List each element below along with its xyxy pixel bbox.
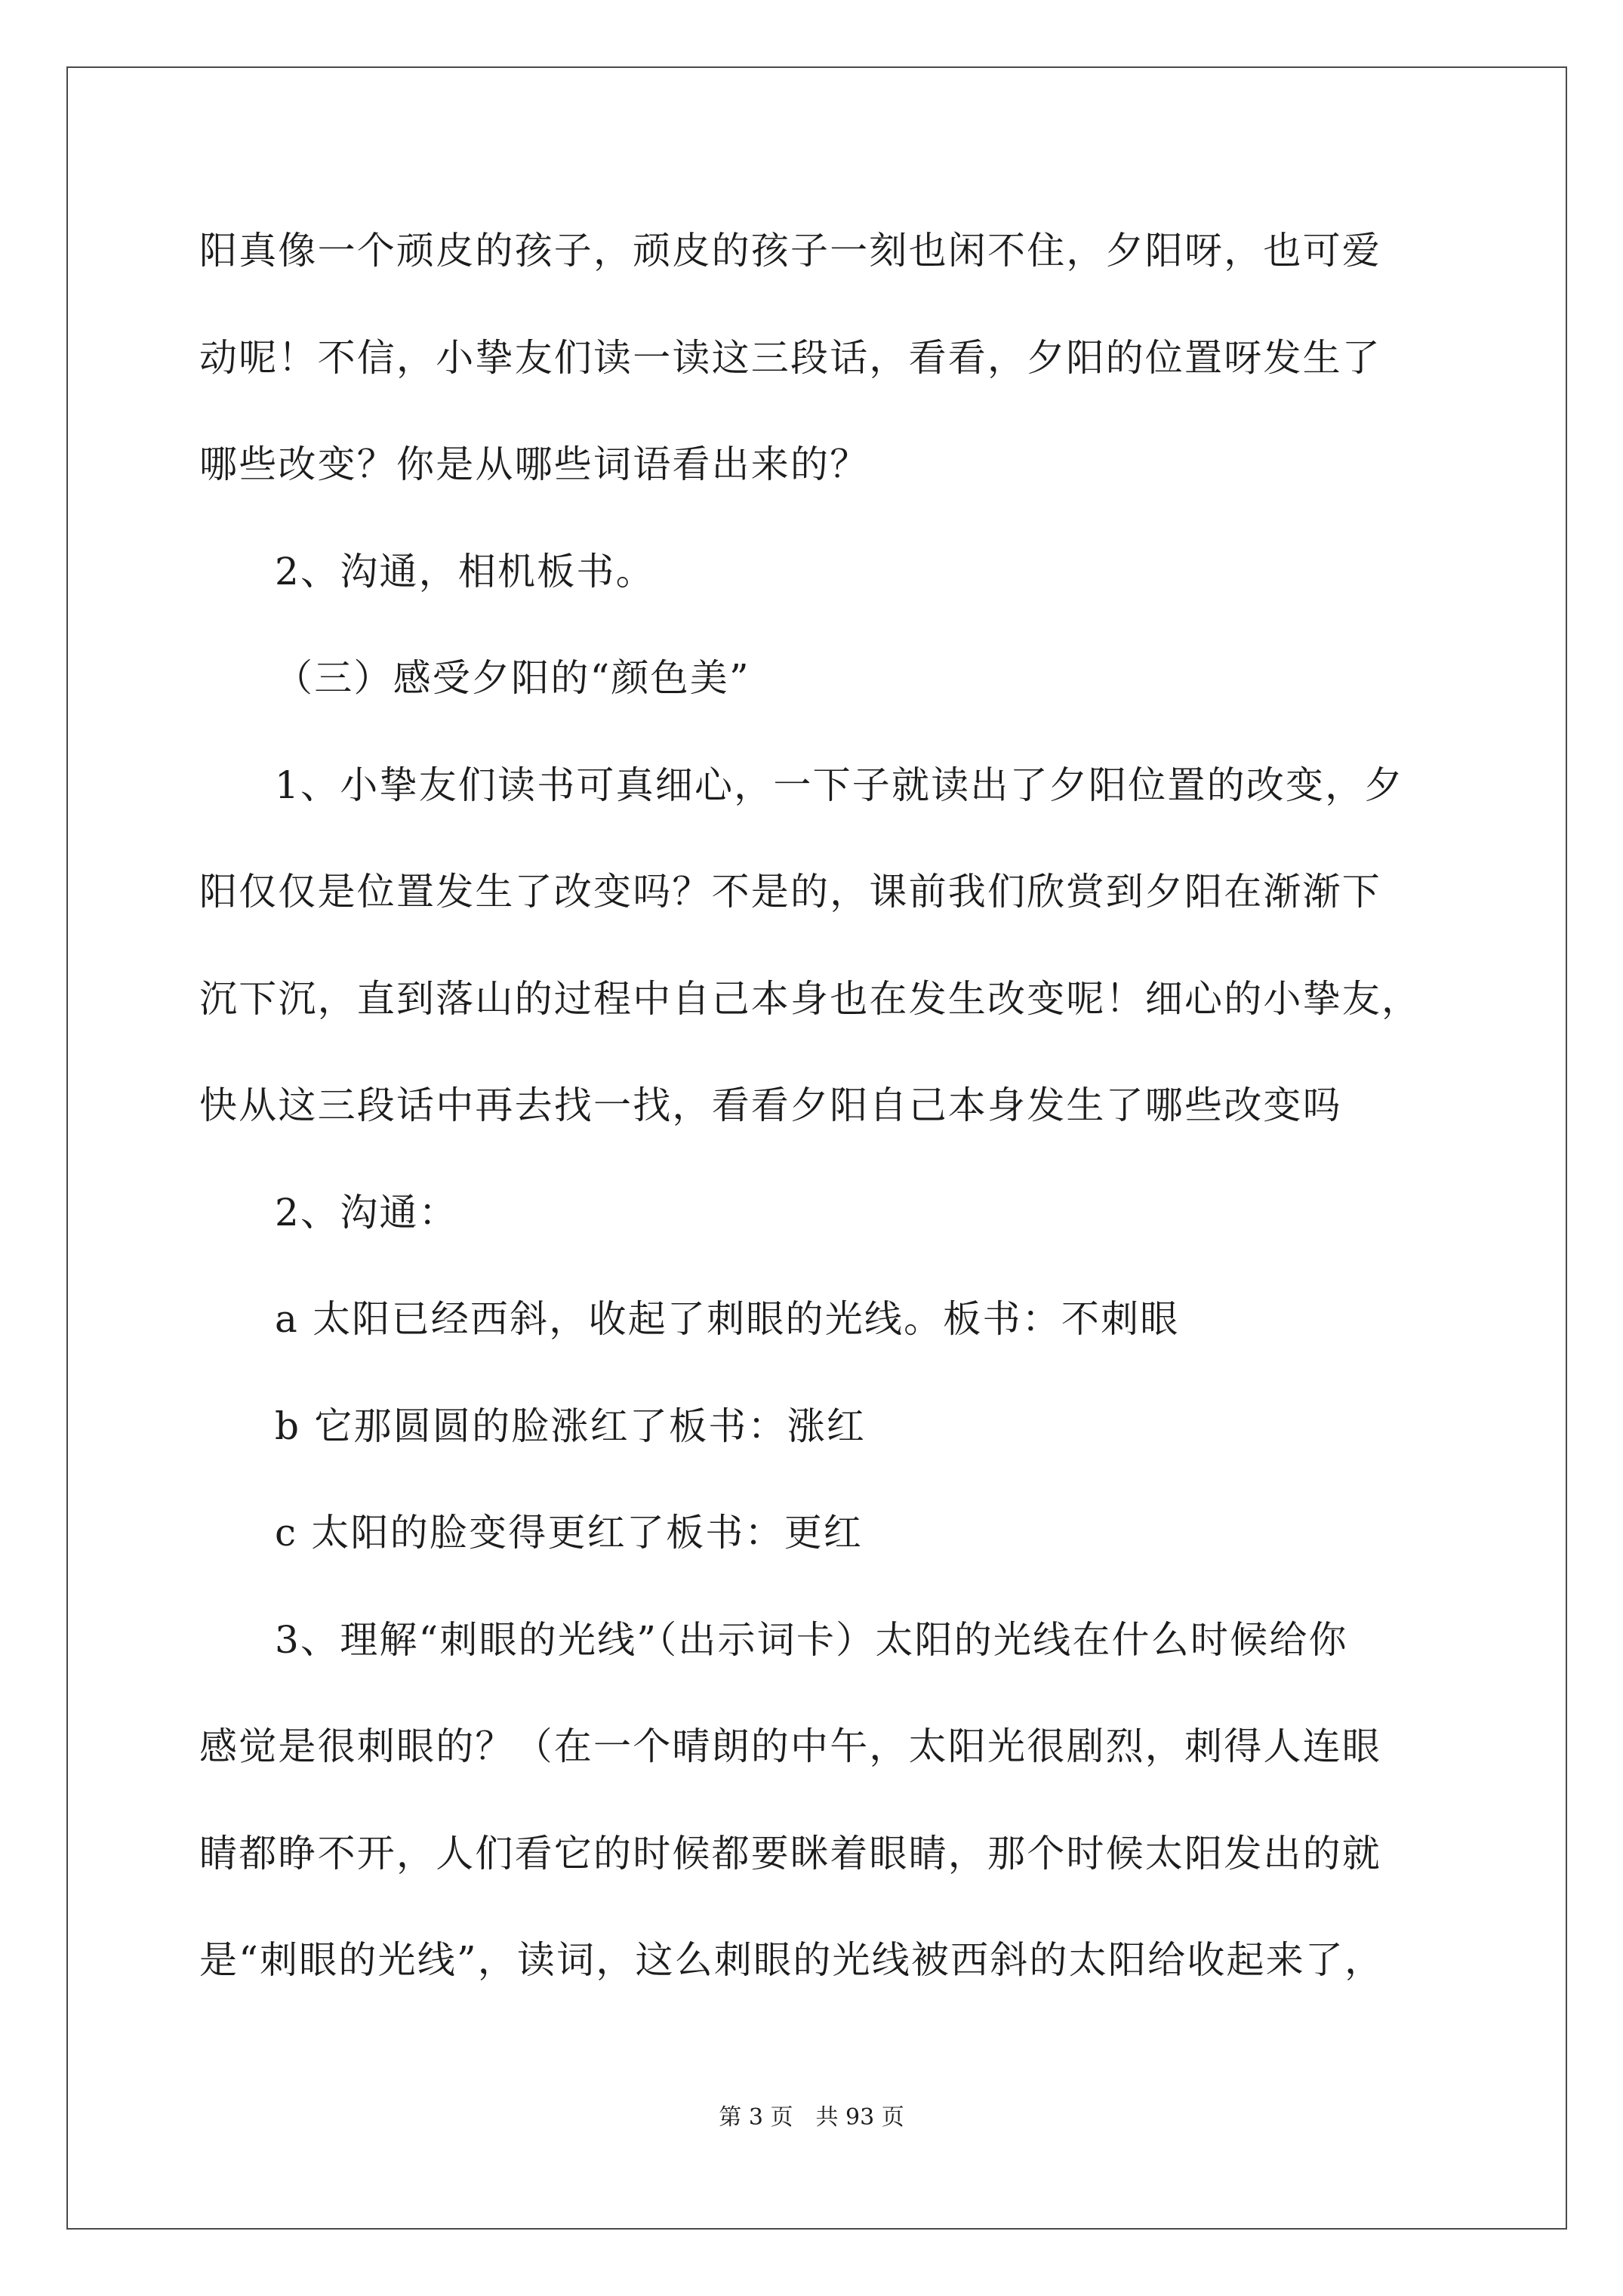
page-number-footer: 第 3 页 共 93 页 <box>719 2104 904 2131</box>
text-line-16: 睛都睁不开，人们看它的时候都要眯着眼睛，那个时候太阳发出的就 <box>199 1832 1381 1875</box>
text-line-1: 阳真像一个顽皮的孩子，顽皮的孩子一刻也闲不住，夕阳呀，也可爱 <box>199 229 1381 273</box>
section-heading: （三）感受夕阳的“颜色美” <box>275 656 750 700</box>
page-border <box>66 66 1567 2230</box>
list-item-c: c 太阳的脸变得更红了板书：更红 <box>275 1511 864 1555</box>
text-line-10: 2、沟通： <box>275 1191 458 1234</box>
text-line-15: 感觉是很刺眼的？（在一个晴朗的中午，太阳光很剧烈，刺得人连眼 <box>199 1724 1381 1768</box>
text-line-7: 阳仅仅是位置发生了改变吗？不是的，课前我们欣赏到夕阳在渐渐下 <box>199 870 1381 914</box>
text-line-8: 沉下沉，直到落山的过程中自己本身也在发生改变呢！细心的小挚友， <box>199 977 1421 1021</box>
text-line-3: 哪些改变？你是从哪些词语看出来的？ <box>199 442 870 486</box>
text-line-4: 2、沟通，相机板书。 <box>275 550 655 593</box>
list-item-b: b 它那圆圆的脸涨红了板书：涨红 <box>275 1404 867 1448</box>
text-line-9: 快从这三段话中再去找一找，看看夕阳自己本身发生了哪些改变吗 <box>199 1083 1342 1127</box>
text-line-6: 1、小挚友们读书可真细心，一下子就读出了夕阳位置的改变，夕 <box>275 763 1404 807</box>
text-line-14: 3、理解“刺眼的光线”（出示词卡）太阳的光线在什么时候给你 <box>275 1618 1348 1662</box>
list-item-a: a 太阳已经西斜，收起了刺眼的光线。板书：不刺眼 <box>275 1297 1180 1341</box>
text-line-2: 动呢！不信，小挚友们读一读这三段话，看看，夕阳的位置呀发生了 <box>199 336 1381 380</box>
text-line-17: 是“刺眼的光线”，读词，这么刺眼的光线被西斜的太阳给收起来了， <box>199 1938 1384 1982</box>
